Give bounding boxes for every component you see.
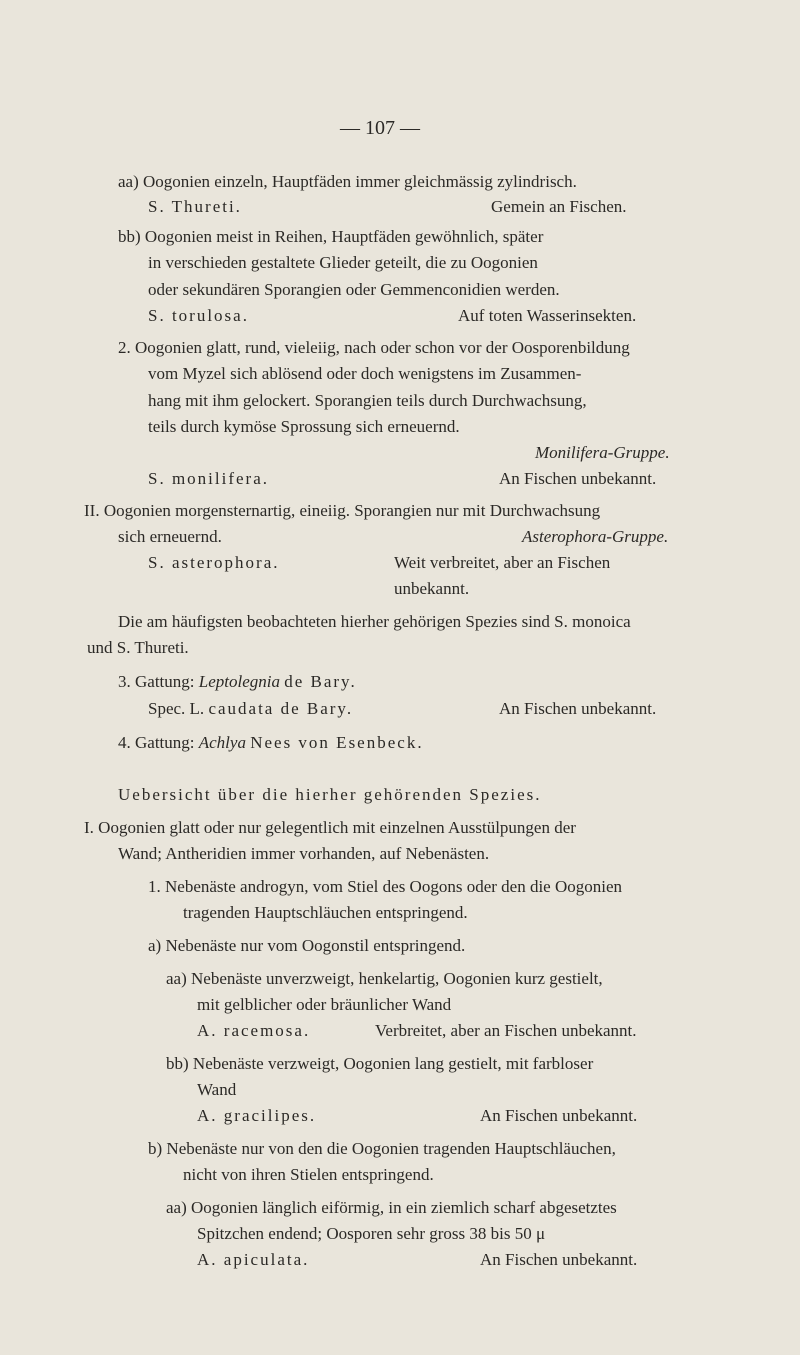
genus-heading: 4. Gattung: Achlya Nees von Esenbeck. [118, 733, 424, 752]
group-name: Asterophora-Gruppe. [522, 527, 669, 546]
habitat-note: Gemein an Fischen. [491, 197, 627, 216]
genus-author: de Bary. [284, 672, 357, 691]
text-line: mit gelblicher oder bräunlicher Wand [197, 995, 452, 1014]
text-line: a) Nebenäste nur vom Oogonstil entspringend. [148, 936, 466, 955]
genus-name: Leptolegnia [198, 672, 280, 691]
habitat-note: Auf toten Wasserinsekten. [458, 306, 637, 325]
habitat-note: Verbreitet, aber an Fischen unbekannt. [375, 1021, 637, 1040]
text-line: aa) Nebenäste unverzweigt, henkelartig, Oogonien kurz gestielt, [166, 969, 603, 988]
text-line: teils durch kymöse Sprossung sich erneuernd. [148, 417, 460, 436]
text-line: b) Nebenäste nur von den die Oogonien tragenden Hauptschläuchen, [148, 1139, 616, 1158]
text-line: bb) Oogonien meist in Reihen, Hauptfäden gewöhnlich, später [118, 227, 544, 246]
text-line: Spitzchen endend; Oosporen sehr gross 38 bis 50 μ [197, 1224, 546, 1243]
group-name: Monilifera-Gruppe. [535, 443, 670, 462]
page-number: — 107 — [340, 117, 420, 139]
habitat-note: Weit verbreitet, aber an Fischen [394, 553, 611, 572]
species-name: S. torulosa. [148, 306, 249, 325]
species-name: caudata de Bary. [208, 699, 354, 718]
text-line: aa) Oogonien einzeln, Hauptfäden immer gleichmässig zylindrisch. [118, 172, 577, 191]
section-heading: Uebersicht über die hierher gehörenden Spezies. [118, 785, 542, 804]
text-line: vom Myzel sich ablösend oder doch wenigstens im Zusammen- [148, 364, 582, 383]
species-name: S. Thureti. [148, 197, 242, 216]
text-line: und S. Thureti. [87, 638, 189, 657]
habitat-note: unbekannt. [394, 579, 470, 598]
genus-name: Achlya [198, 733, 246, 752]
species-name: S. asterophora. [148, 553, 280, 572]
text-line: Die am häufigsten beobachteten hierher gehörigen Spezies sind S. monoica [118, 612, 631, 631]
text-line: aa) Oogonien länglich eiförmig, in ein ziemlich scharf abgesetztes [166, 1198, 617, 1217]
text-line: 1. Nebenäste androgyn, vom Stiel des Oogons oder den die Oogonien [148, 877, 623, 896]
habitat-note: An Fischen unbekannt. [499, 699, 657, 718]
text-line: nicht von ihren Stielen entspringend. [183, 1165, 434, 1184]
text-line: II. Oogonien morgensternartig, eineiig. Sporangien nur mit Durchwachsung [84, 501, 601, 520]
genus-heading: 3. Gattung: Leptolegnia de Bary. [118, 672, 357, 691]
text-line: sich erneuernd. [118, 527, 222, 546]
habitat-note: An Fischen unbekannt. [480, 1106, 638, 1125]
species-name: S. monilifera. [148, 469, 270, 488]
habitat-note: An Fischen unbekannt. [499, 469, 657, 488]
species-name: A. apiculata. [197, 1250, 310, 1269]
text-line: I. Oogonien glatt oder nur gelegentlich mit einzelnen Ausstülpungen der [84, 818, 576, 837]
species-name: A. gracilipes. [197, 1106, 317, 1125]
text-line: Wand; Antheridien immer vorhanden, auf Nebenästen. [118, 844, 490, 863]
text-line: in verschieden gestaltete Glieder geteilt, die zu Oogonien [148, 253, 538, 272]
text-line: hang mit ihm gelockert. Sporangien teils durch Durchwachsung, [148, 391, 587, 410]
species-line: Spec. L. caudata de Bary. [148, 699, 354, 718]
species-name: A. racemosa. [197, 1021, 311, 1040]
text-line: tragenden Hauptschläuchen entspringend. [183, 903, 468, 922]
text-line: bb) Nebenäste verzweigt, Oogonien lang gestielt, mit farbloser [166, 1054, 594, 1073]
text-line: Wand [197, 1080, 237, 1099]
text-line: 2. Oogonien glatt, rund, vieleiig, nach oder schon vor der Oosporenbildung [118, 338, 630, 357]
genus-author: Nees von Esenbeck. [250, 733, 424, 752]
text-line: oder sekundären Sporangien oder Gemmenconidien werden. [148, 280, 560, 299]
habitat-note: An Fischen unbekannt. [480, 1250, 638, 1269]
